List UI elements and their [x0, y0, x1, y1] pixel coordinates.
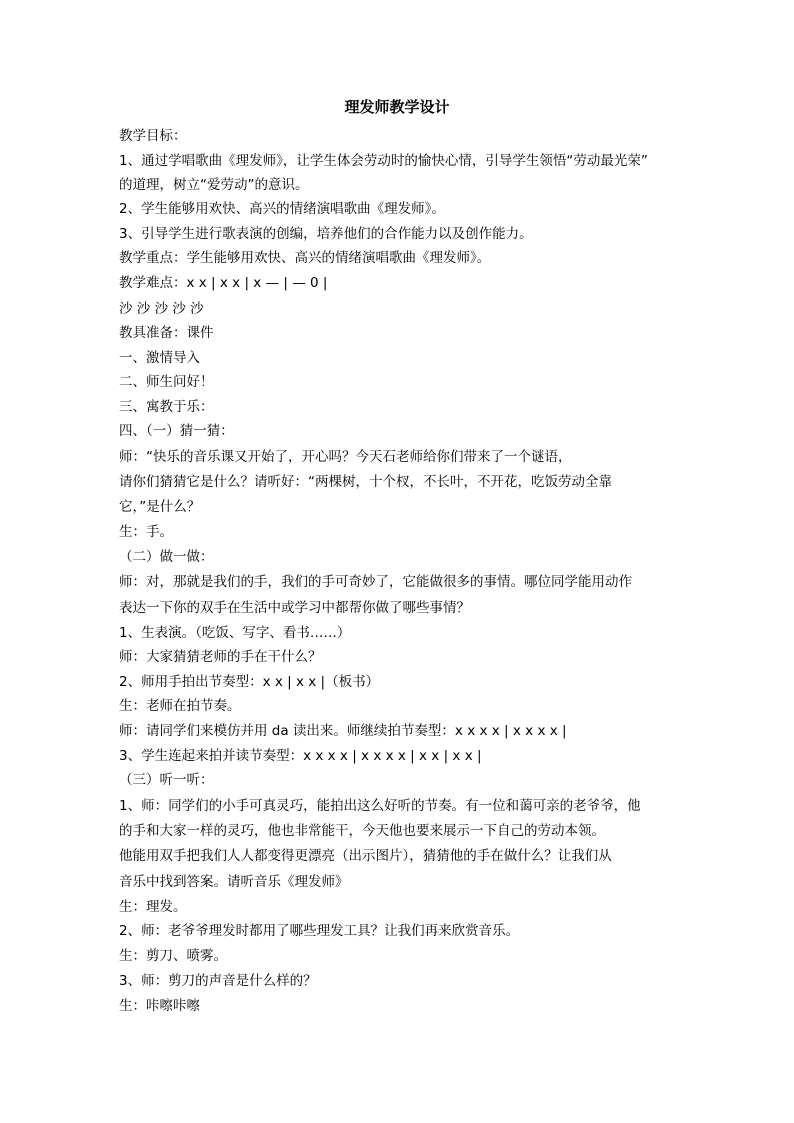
paragraph-line: 它，”是什么？ — [119, 499, 201, 515]
paragraph-line: 教学难点：x x | x x | x — | — 0 | — [119, 275, 328, 291]
paragraph-line: 生：老师在拍节奏。 — [119, 698, 241, 714]
section-heading: 四、（一）猜一猜： — [119, 423, 234, 439]
section-heading: （三）听一听： — [119, 772, 214, 788]
paragraph-line: 2、学生能够用欢快、高兴的情绪演唱歌曲《理发师》。 — [119, 201, 445, 217]
paragraph-line: 他能用双手把我们人人都变得更漂亮（出示图片），猜猜他的手在做什么？让我们从 — [119, 848, 612, 864]
paragraph-line: 的道理，树立“爱劳动”的意识。 — [119, 177, 309, 193]
paragraph-line: 教具准备：课件 — [119, 325, 214, 341]
paragraph-line: 师：大家猜猜老师的手在干什么？ — [119, 649, 322, 665]
section-heading: 三、寓教于乐： — [119, 399, 214, 415]
paragraph-line: 师：“快乐的音乐课又开始了，开心吗？今天石老师给你们带来了一个谜语， — [119, 449, 572, 465]
paragraph-line: 3、学生连起来拍并读节奏型：x x x x | x x x x | x x | x x | — [119, 748, 482, 764]
paragraph-line: 1、生表演。（吃饭、写字、看书……） — [119, 625, 351, 641]
paragraph-line: 沙 沙 沙 沙 沙 — [119, 301, 204, 317]
paragraph-line: 3、师：剪刀的声音是什么样的？ — [119, 973, 317, 989]
paragraph-line: 生：咔嚓咔嚓 — [119, 998, 200, 1014]
paragraph-line: 教学目标： — [119, 128, 187, 144]
paragraph-line: 师：请同学们来模仿并用 da 读出来。师继续拍节奏型：x x x x | x x x x | — [119, 723, 567, 739]
paragraph-line: 师：对，那就是我们的手，我们的手可奇妙了，它能做很多的事情。哪位同学能用动作 — [119, 574, 632, 590]
paragraph-line: 生：手。 — [119, 524, 173, 540]
paragraph-line: 生：理发。 — [119, 899, 187, 915]
paragraph-line: 的手和大家一样的灵巧，他也非常能干，今天他也要来展示一下自己的劳动本领。 — [119, 823, 605, 839]
paragraph-line: 2、师：老爷爷理发时都用了哪些理发工具？让我们再来欣赏音乐。 — [119, 923, 520, 939]
paragraph-line: 请你们猜猜它是什么？请听好：“两棵树，十个杈，不长叶，不开花，吃饭劳动全靠 — [119, 474, 612, 490]
paragraph-line: 教学重点：学生能够用欢快、高兴的情绪演唱歌曲《理发师》。 — [119, 250, 491, 266]
section-heading: 一、激情导入 — [119, 350, 200, 366]
section-heading: 二、师生问好！ — [119, 374, 214, 390]
paragraph-line: 表达一下你的双手在生活中或学习中都帮你做了哪些事情？ — [119, 600, 470, 616]
paragraph-line: 1、通过学唱歌曲《理发师》，让学生体会劳动时的愉快心情，引导学生领悟“劳动最光荣” — [119, 153, 648, 169]
paragraph-line: 2、师用手拍出节奏型：x x | x x |（板书） — [119, 674, 380, 690]
document-title: 理发师教学设计 — [344, 98, 450, 116]
paragraph-line: 音乐中找到答案。请听音乐《理发师》 — [119, 874, 349, 890]
paragraph-line: 3、引导学生进行歌表演的创编，培养他们的合作能力以及创作能力。 — [119, 226, 533, 242]
paragraph-line: 1、师：同学们的小手可真灵巧，能拍出这么好听的节奏。有一位和蔼可亲的老爷爷，他 — [119, 798, 641, 814]
section-heading: （二）做一做： — [119, 549, 214, 565]
paragraph-line: 生：剪刀、喷雾。 — [119, 948, 227, 964]
